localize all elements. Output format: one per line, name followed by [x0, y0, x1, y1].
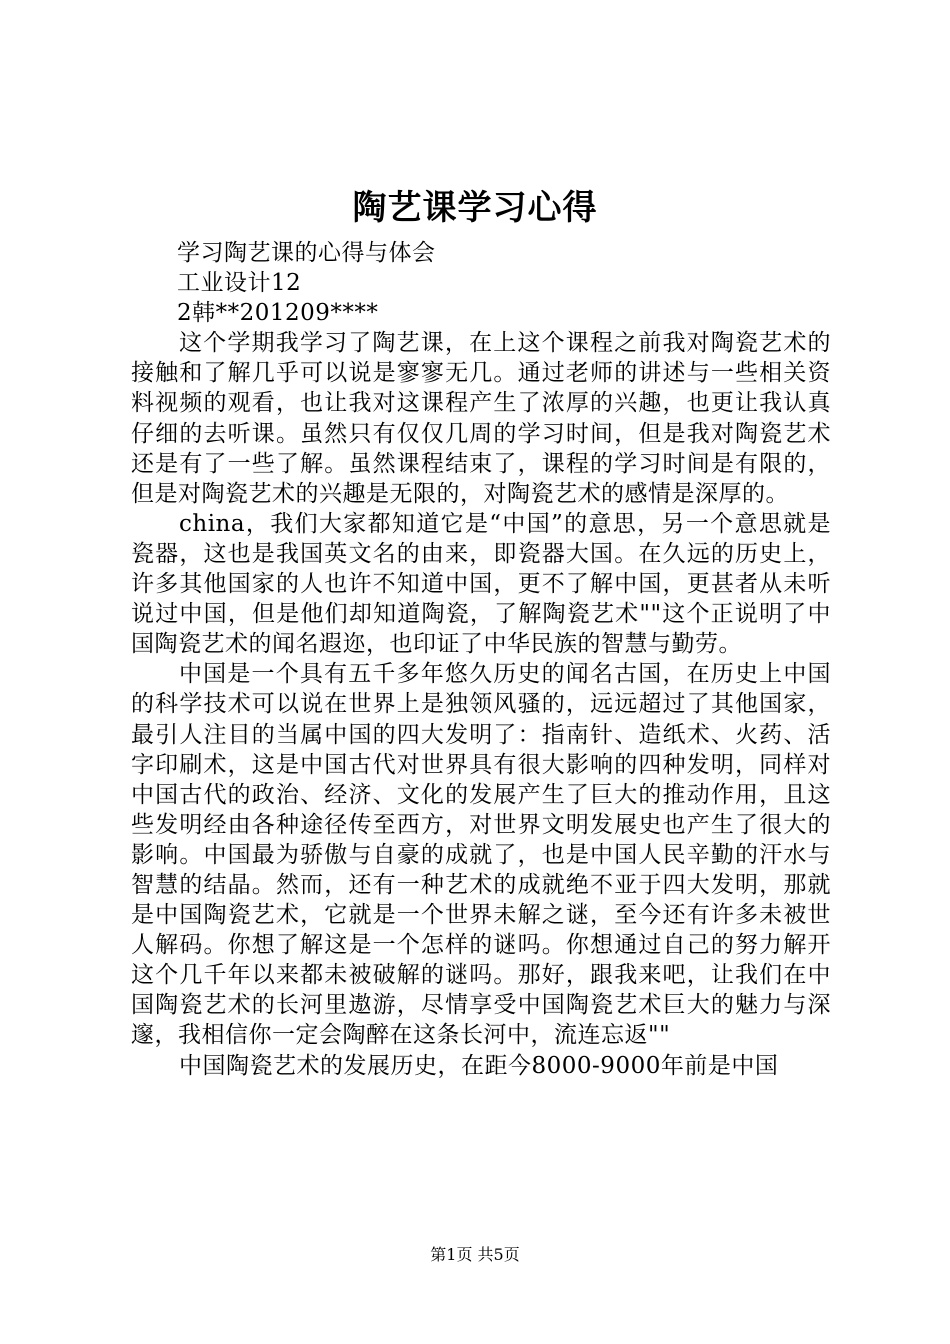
class-line: 工业设计12: [177, 270, 302, 297]
paragraph: china，我们大家都知道它是“中国”的意思，另一个意思就是瓷器，这也是我国英文名的由来，即瓷器大国。在久远的历史上，许多其他国家的人也许不知道中国，更不了解中国，更甚者从未听说过中国，但是他们却知道陶瓷，了解陶瓷艺术""这个正说明了中国陶瓷艺术的闻名遐迩，也印证了中华民族的智慧与勤劳。: [131, 510, 831, 658]
document-body: [131, 238, 831, 1081]
author-line: 2韩**201209****: [177, 300, 379, 327]
paragraph: 这个学期我学习了陶艺课，在上这个课程之前我对陶瓷艺术的接触和了解几乎可以说是寥寥无几。通过老师的讲述与一些相关资料视频的观看，也让我对这课程产生了浓厚的兴趣，也更让我认真仔细的去听课。虽然只有仅仅几周的学习时间，但是我对陶瓷艺术还是有了一些了解。虽然课程结束了，课程的学习时间是有限的，但是对陶瓷艺术的兴趣是无限的，对陶瓷艺术的感情是深厚的。: [131, 330, 831, 507]
paragraph: 中国陶瓷艺术的发展历史，在距今8000-9000年前是中国: [179, 1052, 779, 1079]
paragraph: 中国是一个具有五千多年悠久历史的闻名古国，在历史上中国的科学技术可以说在世界上是独领风骚的，远远超过了其他国家，最引人注目的当属中国的四大发明了：指南针、造纸术、火药、活字印刷术，这是中国古代对世界具有很大影响的四种发明，同样对中国古代的政治、经济、文化的发展产生了巨大的推动作用，且这些发明经由各种途径传至西方，对世界文明发展史也产生了很大的影响。中国最为骄傲与自豪的成就了，也是中国人民辛勤的汗水与智慧的结晶。然而，还有一种艺术的成就绝不亚于四大发明，那就是中国陶瓷艺术，它就是一个世界未解之谜，至今还有许多未被世人解码。你想了解这是一个怎样的谜吗。你想通过自己的努力解开这个几千年以来都未被破解的谜吗。那好，跟我来吧，让我们在中国陶瓷艺术的长河里遨游，尽情享受中国陶瓷艺术巨大的魅力与深邃，我相信你一定会陶醉在这条长河中，流连忘返"": [131, 661, 831, 1049]
subtitle-line: 学习陶艺课的心得与体会: [177, 240, 436, 266]
page-footer: 第1页 共5页: [430, 1245, 520, 1264]
document-title: 陶艺课学习心得: [352, 188, 598, 228]
